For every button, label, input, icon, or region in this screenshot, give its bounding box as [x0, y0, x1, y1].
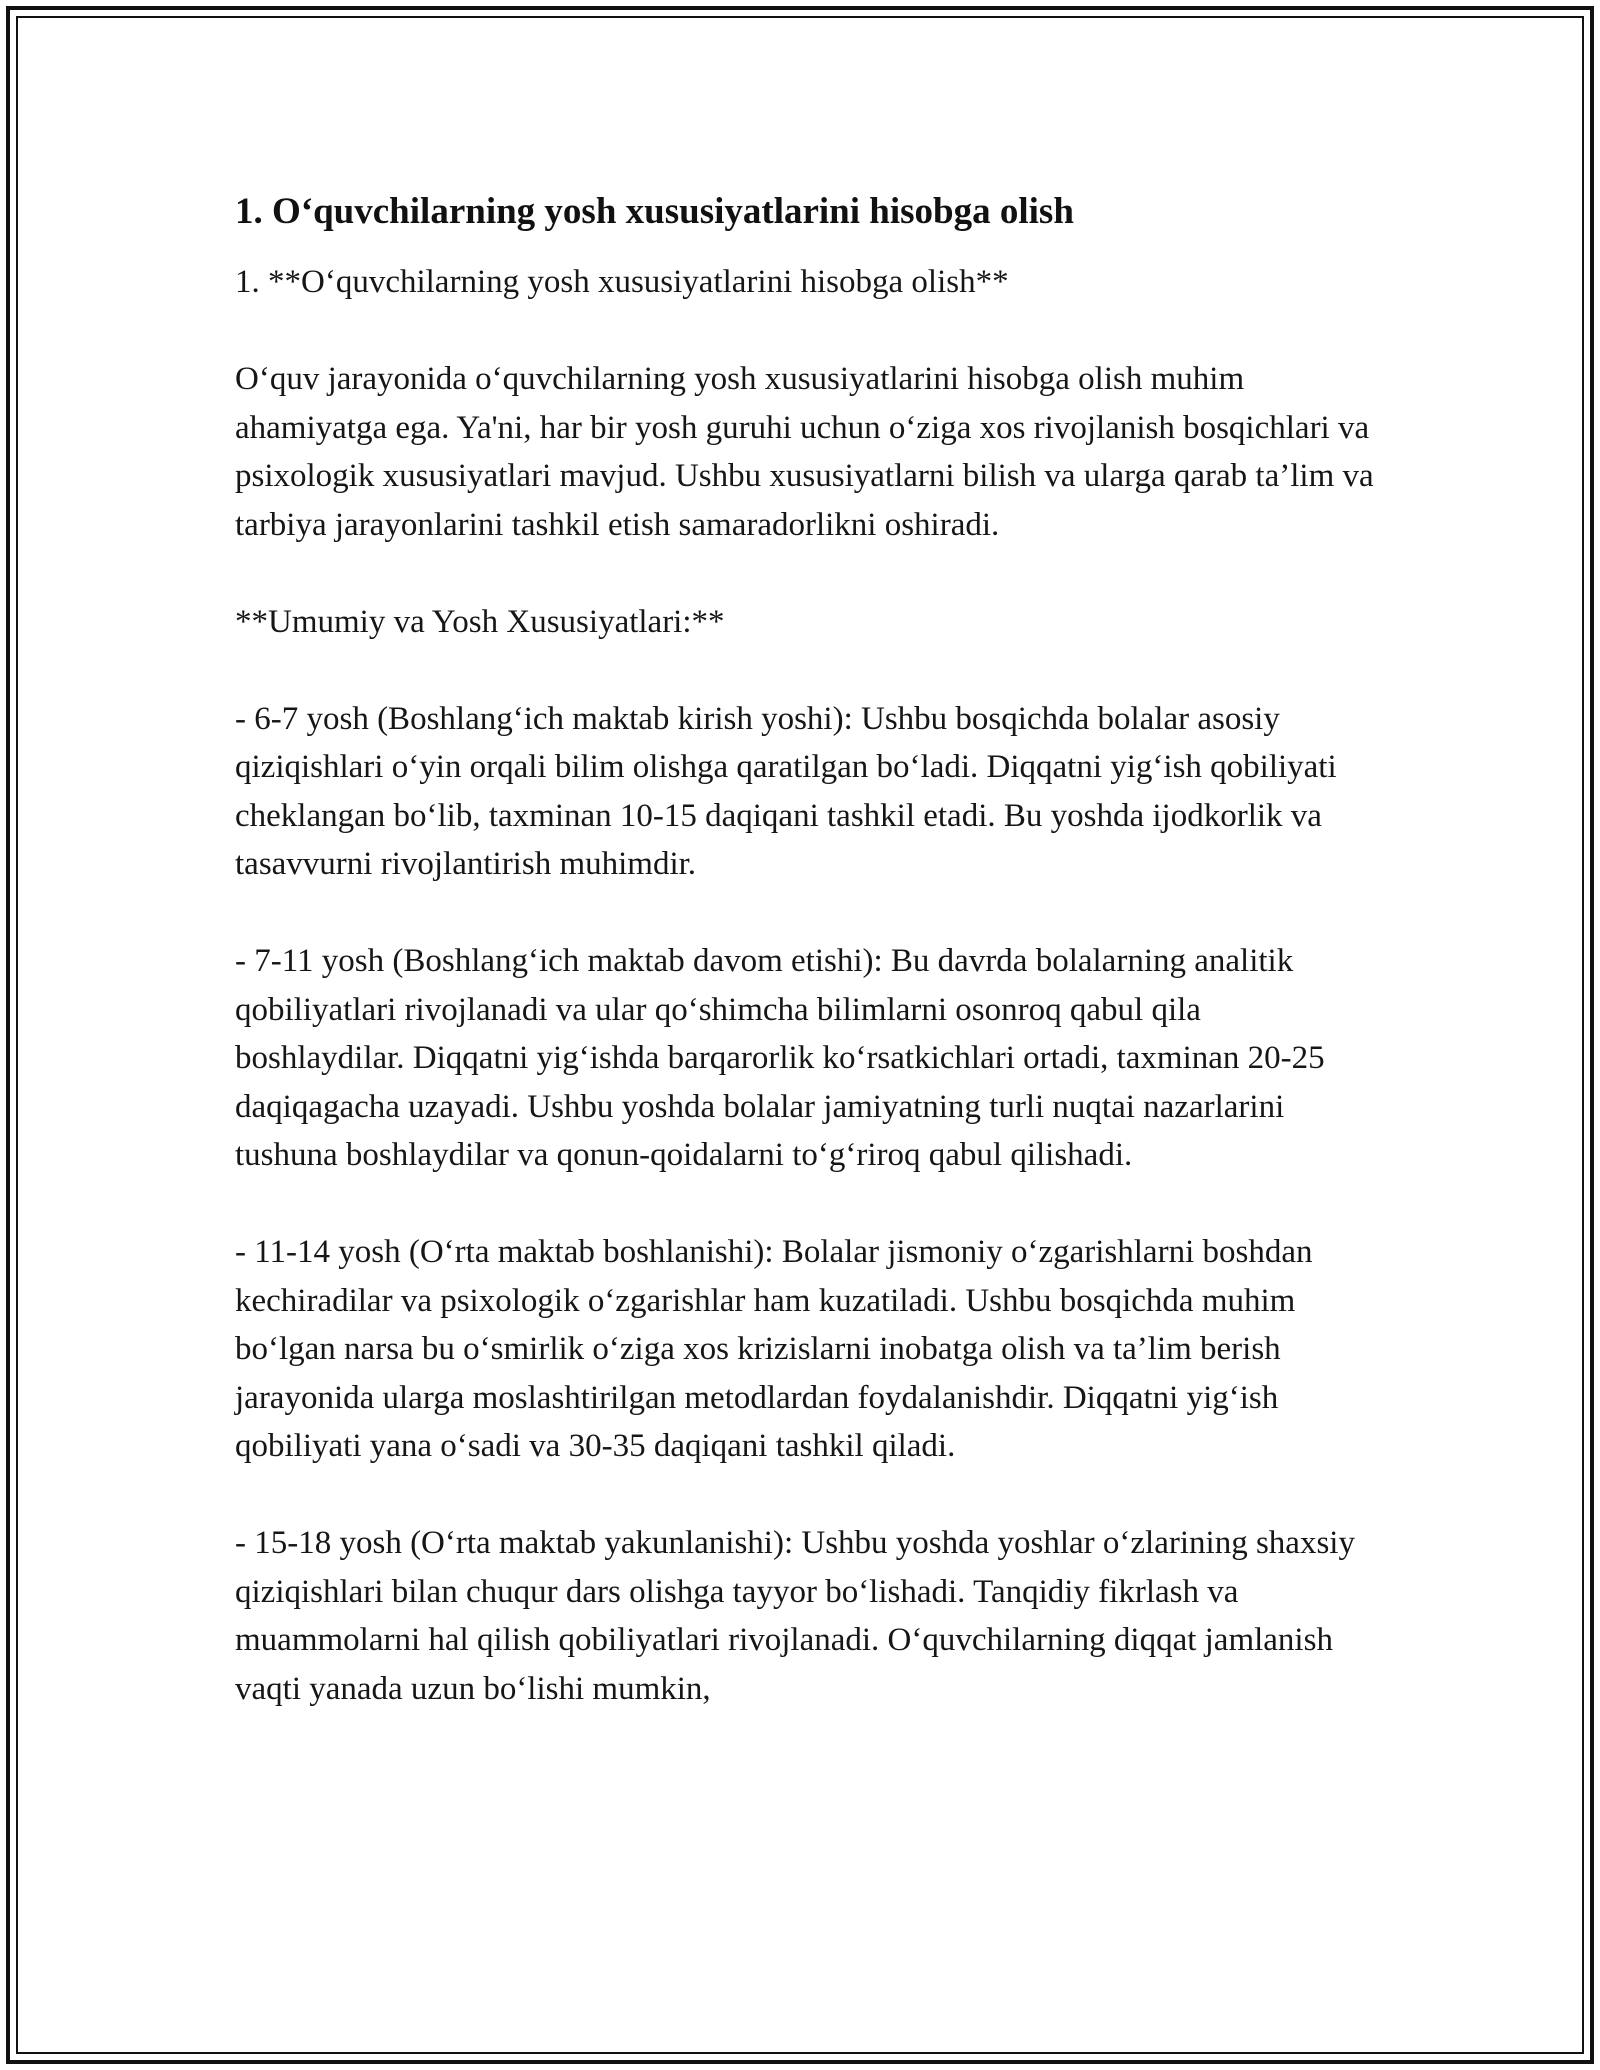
- age-group-7-11-paragraph: - 7-11 yosh (Boshlang‘ich maktab davom etishi): Bu davrda bolalarning analitik qobiliyatlari rivojlanadi va ular qo‘shimcha bilimlarni osonroq qabul qila boshlaydilar. Diqqatni yig‘ishda barqarorlik ko‘rsatkichlari ortadi, taxminan 20-25 daqiqagacha uzayadi. Ushbu yoshda bolalar jamiyatning turli nuqtai nazarlarini tushuna boshlaydilar va qonun-qoidalarni to‘g‘riroq qabul qilishadi.: [235, 943, 1325, 1173]
- age-group-6-7-paragraph: - 6-7 yosh (Boshlang‘ich maktab kirish yoshi): Ushbu bosqichda bolalar asosiy qiziqishlari o‘yin orqali bilim olishga qaratilgan bo‘ladi. Diqqatni yig‘ish qobiliyati cheklangan bo‘lib, taxminan 10-15 daqiqani tashkil etadi. Bu yoshda ijodkorlik va tasavvurni rivojlantirish muhimdir.: [235, 700, 1337, 882]
- document-body: [235, 186, 1375, 1762]
- section-heading-text: 1. **O‘quvchilarning yosh xususiyatlarini hisobga olish**: [235, 264, 1009, 300]
- age-group-11-14-paragraph: - 11-14 yosh (O‘rta maktab boshlanishi): Bolalar jismoniy o‘zgarishlarni boshdan kechiradilar va psixologik o‘zgarishlar ham kuzatiladi. Ushbu bosqichda muhim bo‘lgan narsa bu o‘smirlik o‘ziga xos krizislarni inobatga olish va ta’lim berish jarayonida ularga moslashtirilgan metodlardan foydalanishdir. Diqqatni yig‘ish qobiliyati yana o‘sadi va 30-35 daqiqani tashkil qiladi.: [235, 1234, 1313, 1464]
- subsection-heading: **Umumiy va Yosh Xususiyatlari:**: [235, 603, 725, 640]
- intro-paragraph: O‘quv jarayonida o‘quvchilarning yosh xususiyatlarini hisobga olish muhim ahamiyatga ega. Ya'ni, har bir yosh guruhi uchun o‘ziga xos rivojlanish bosqichlari va psixologik xususiyatlari mavjud. Ushbu xususiyatlarni bilish va ularga qarab ta’lim va tarbiya jarayonlarini tashkil etish samaradorlikni oshiradi.: [235, 361, 1374, 543]
- document-title: 1. O‘quvchilarning yosh xususiyatlarini hisobga olish: [235, 191, 1074, 232]
- age-group-15-18-paragraph: - 15-18 yosh (O‘rta maktab yakunlanishi): Ushbu yoshda yoshlar o‘zlarining shaxsiy qiziqishlari bilan chuqur dars olishga tayyor bo‘lishadi. Tanqidiy fikrlash va muammolarni hal qilish qobiliyatlari rivojlanadi. O‘quvchilarning diqqat jamlanish vaqti yanada uzun bo‘lishi mumkin,: [235, 1525, 1355, 1707]
